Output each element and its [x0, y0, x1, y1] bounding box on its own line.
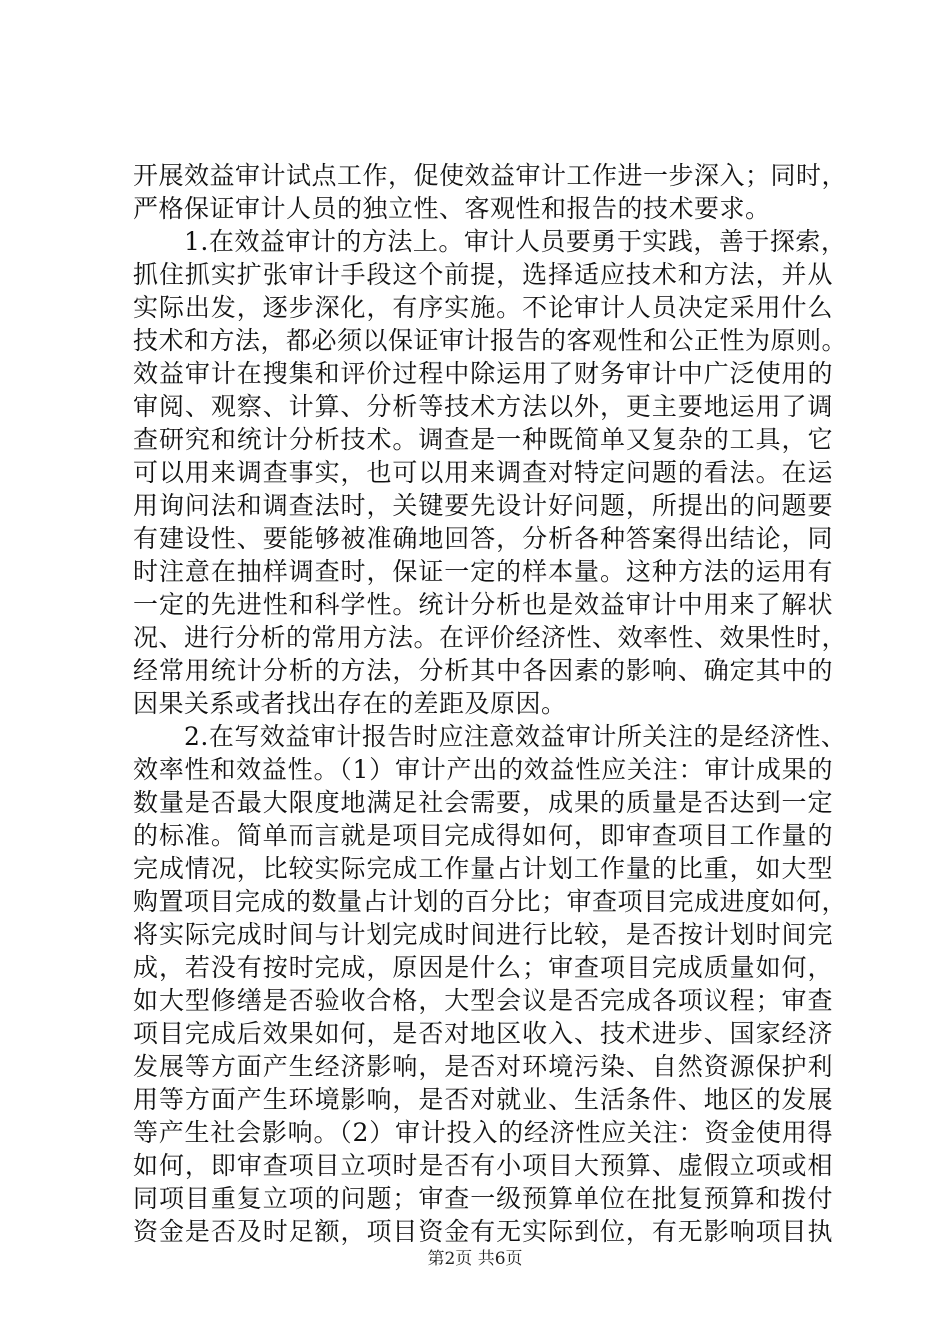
- text-line: 效益审计在搜集和评价过程中除运用了财务审计中广泛使用的: [133, 359, 833, 388]
- text-line: 实际出发，逐步深化，有序实施。不论审计人员决定采用什么: [133, 293, 833, 322]
- text-line: 有建设性、要能够被准确地回答，分析各种答案得出结论，同: [133, 524, 833, 553]
- text-line: 用等方面产生环境影响，是否对就业、生活条件、地区的发展: [133, 1085, 833, 1114]
- text-line: 1.在效益审计的方法上。审计人员要勇于实践，善于探索，: [133, 227, 847, 256]
- text-line: 抓住抓实扩张审计手段这个前提，选择适应技术和方法，并从: [133, 260, 833, 289]
- text-line: 时注意在抽样调查时，保证一定的样本量。这种方法的运用有: [133, 557, 833, 586]
- text-line: 如何，即审查项目立项时是否有小项目大预算、虚假立项或相: [133, 1151, 833, 1180]
- text-line: 可以用来调查事实，也可以用来调查对特定问题的看法。在运: [133, 458, 833, 487]
- text-line: 因果关系或者找出存在的差距及原因。: [133, 689, 567, 718]
- text-line: 如大型修缮是否验收合格，大型会议是否完成各项议程；审查: [133, 986, 833, 1015]
- text-line: 项目完成后效果如何，是否对地区收入、技术进步、国家经济: [133, 1019, 833, 1048]
- text-line: 查研究和统计分析技术。调查是一种既简单又复杂的工具，它: [133, 425, 833, 454]
- text-line: 开展效益审计试点工作，促使效益审计工作进一步深入；同时，: [133, 161, 848, 190]
- text-line: 成，若没有按时完成，原因是什么；审查项目完成质量如何，: [133, 953, 833, 982]
- text-line: 2.在写效益审计报告时应注意效益审计所关注的是经济性、: [133, 722, 847, 751]
- text-line: 等产生社会影响。（2）审计投入的经济性应关注：资金使用得: [133, 1118, 833, 1147]
- text-line: 经常用统计分析的方法，分析其中各因素的影响、确定其中的: [133, 656, 833, 685]
- text-line: 效率性和效益性。（1）审计产出的效益性应关注：审计成果的: [133, 755, 833, 784]
- text-line: 将实际完成时间与计划完成时间进行比较，是否按计划时间完: [133, 920, 833, 949]
- text-line: 发展等方面产生经济影响，是否对环境污染、自然资源保护利: [133, 1052, 833, 1081]
- text-line: 一定的先进性和科学性。统计分析也是效益审计中用来了解状: [133, 590, 833, 619]
- text-line: 严格保证审计人员的独立性、客观性和报告的技术要求。: [133, 194, 771, 223]
- text-line: 资金是否及时足额，项目资金有无实际到位，有无影响项目执: [133, 1217, 833, 1246]
- text-line: 技术和方法，都必须以保证审计报告的客观性和公正性为原则。: [133, 326, 848, 355]
- text-line: 审阅、观察、计算、分析等技术方法以外，更主要地运用了调: [133, 392, 833, 421]
- page-footer: 第2页 共6页: [427, 1249, 523, 1269]
- text-line: 购置项目完成的数量占计划的百分比；审查项目完成进度如何，: [133, 887, 848, 916]
- text-line: 完成情况，比较实际完成工作量占计划工作量的比重，如大型: [133, 854, 833, 883]
- text-line: 的标准。简单而言就是项目完成得如何，即审查项目工作量的: [133, 821, 833, 850]
- text-line: 同项目重复立项的问题；审查一级预算单位在批复预算和拨付: [133, 1184, 833, 1213]
- document-body: [133, 159, 848, 1248]
- text-line: 况、进行分析的常用方法。在评价经济性、效率性、效果性时，: [133, 623, 848, 652]
- text-line: 数量是否最大限度地满足社会需要，成果的质量是否达到一定: [133, 788, 833, 817]
- text-line: 用询问法和调查法时，关键要先设计好问题，所提出的问题要: [133, 491, 833, 520]
